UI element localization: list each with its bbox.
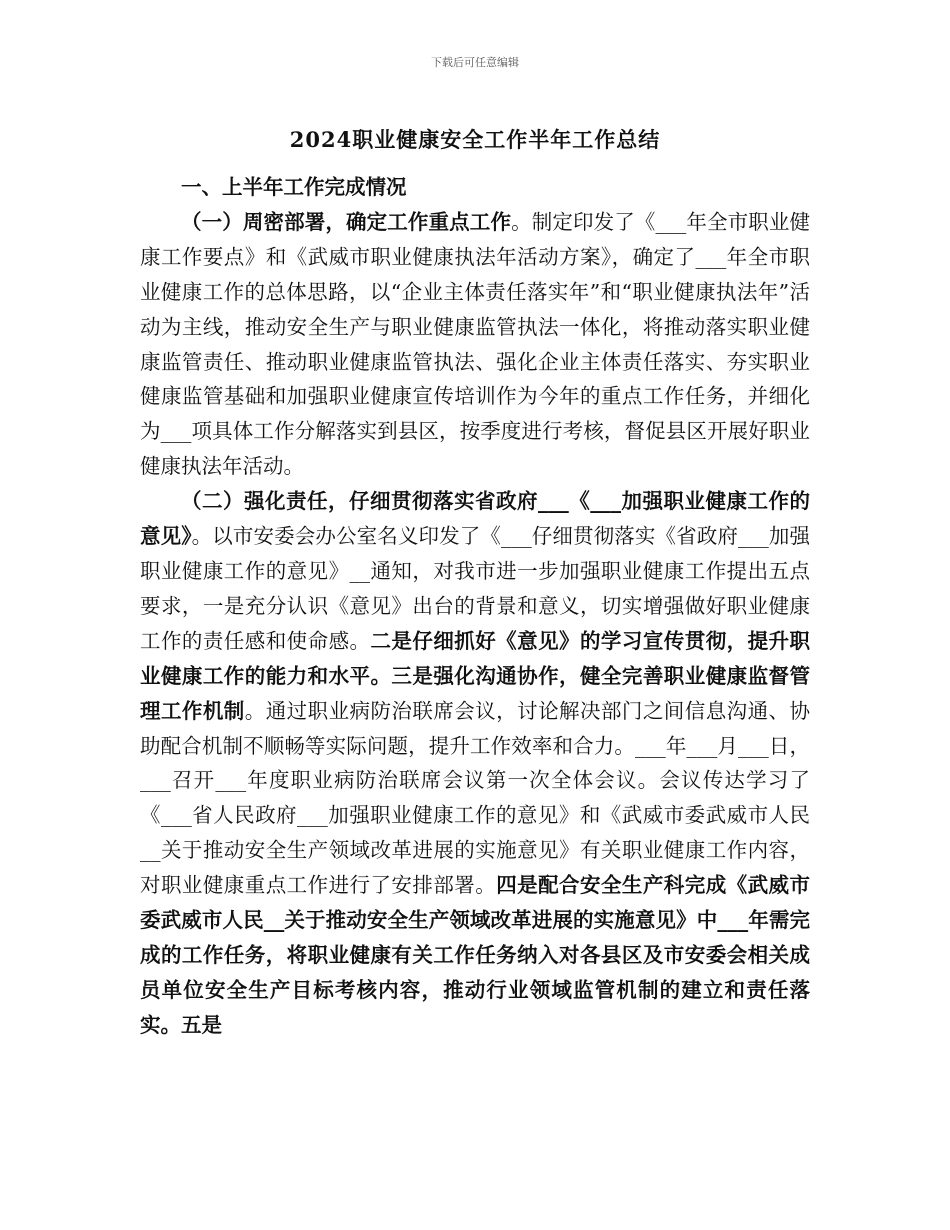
paragraph-1	[140, 205, 810, 484]
page-header-note: 下载后可任意编辑	[431, 56, 519, 69]
paragraph-2-text-1: 。以市安委会办公室名义印发了《___仔细贯彻落实《省政府___加强职业健康工作的意见》__通知，对我市进一步加强职业健康工作提出五点要求，一是充分认识《意见》出台的背景和意义，切实增强做好职业健康工作的责任感和使命感。	[140, 524, 811, 653]
document-title: 2024职业健康安全工作半年工作总结	[289, 127, 661, 152]
paragraph-2-bold-2: 二是仔细抓好《意见》的学习宣传贯彻，提升职业健康工作的能力和水平。三是强化沟通协作，健全完善职业健康监督管理工作机制	[140, 628, 810, 723]
document-body	[140, 170, 810, 1043]
paragraph-2-bold-3: 四是配合安全生产科完成《武威市委武威市人民__关于推动安全生产领域改革进展的实施意见》中___年需完成的工作任务，将职业健康有关工作任务纳入对各县区及市安委会相关成员单位安全生产目标考核内容，推动行业领域监管机制的建立和责任落实。五是	[140, 873, 811, 1037]
section-heading: 一、上半年工作完成情况	[181, 175, 407, 199]
paragraph-2	[140, 484, 810, 1043]
paragraph-1-lead: （一）周密部署，确定工作重点工作	[181, 209, 512, 234]
paragraph-1-text: 。制定印发了《___年全市职业健康工作要点》和《武威市职业健康执法年活动方案》，确定了___年全市职业健康工作的总体思路，以“企业主体责任落实年”和“职业健康执法年”活动为主线，推动安全生产与职业健康监管执法一体化，将推动落实职业健康监管责任、推动职业健康监管执法、强化企业主体责任落实、夯实职业健康监管基础和加强职业健康宣传培训作为今年的重点工作任务，并细化为___项具体工作分解落实到县区，按季度进行考核，督促县区开展好职业健康执法年活动。	[140, 209, 811, 479]
paragraph-2-text-2: 。通过职业病防治联席会议，讨论解决部门之间信息沟通、协助配合机制不顺畅等实际问题，提升工作效率和合力。___年___月___日，___召开___年度职业病防治联席会议第一次全体会议。会议传达学习了《___省人民政府___加强职业健康工作的意见》和《武威市委武威市人民__关于推动安全生产领域改革进展的实施意见》有关职业健康工作内容，对职业健康重点工作进行了安排部署。	[140, 698, 811, 898]
paragraph-2-lead: （二）强化责任，仔细贯彻落实省政府___《___加强职业健康工作的意见》	[140, 489, 810, 549]
